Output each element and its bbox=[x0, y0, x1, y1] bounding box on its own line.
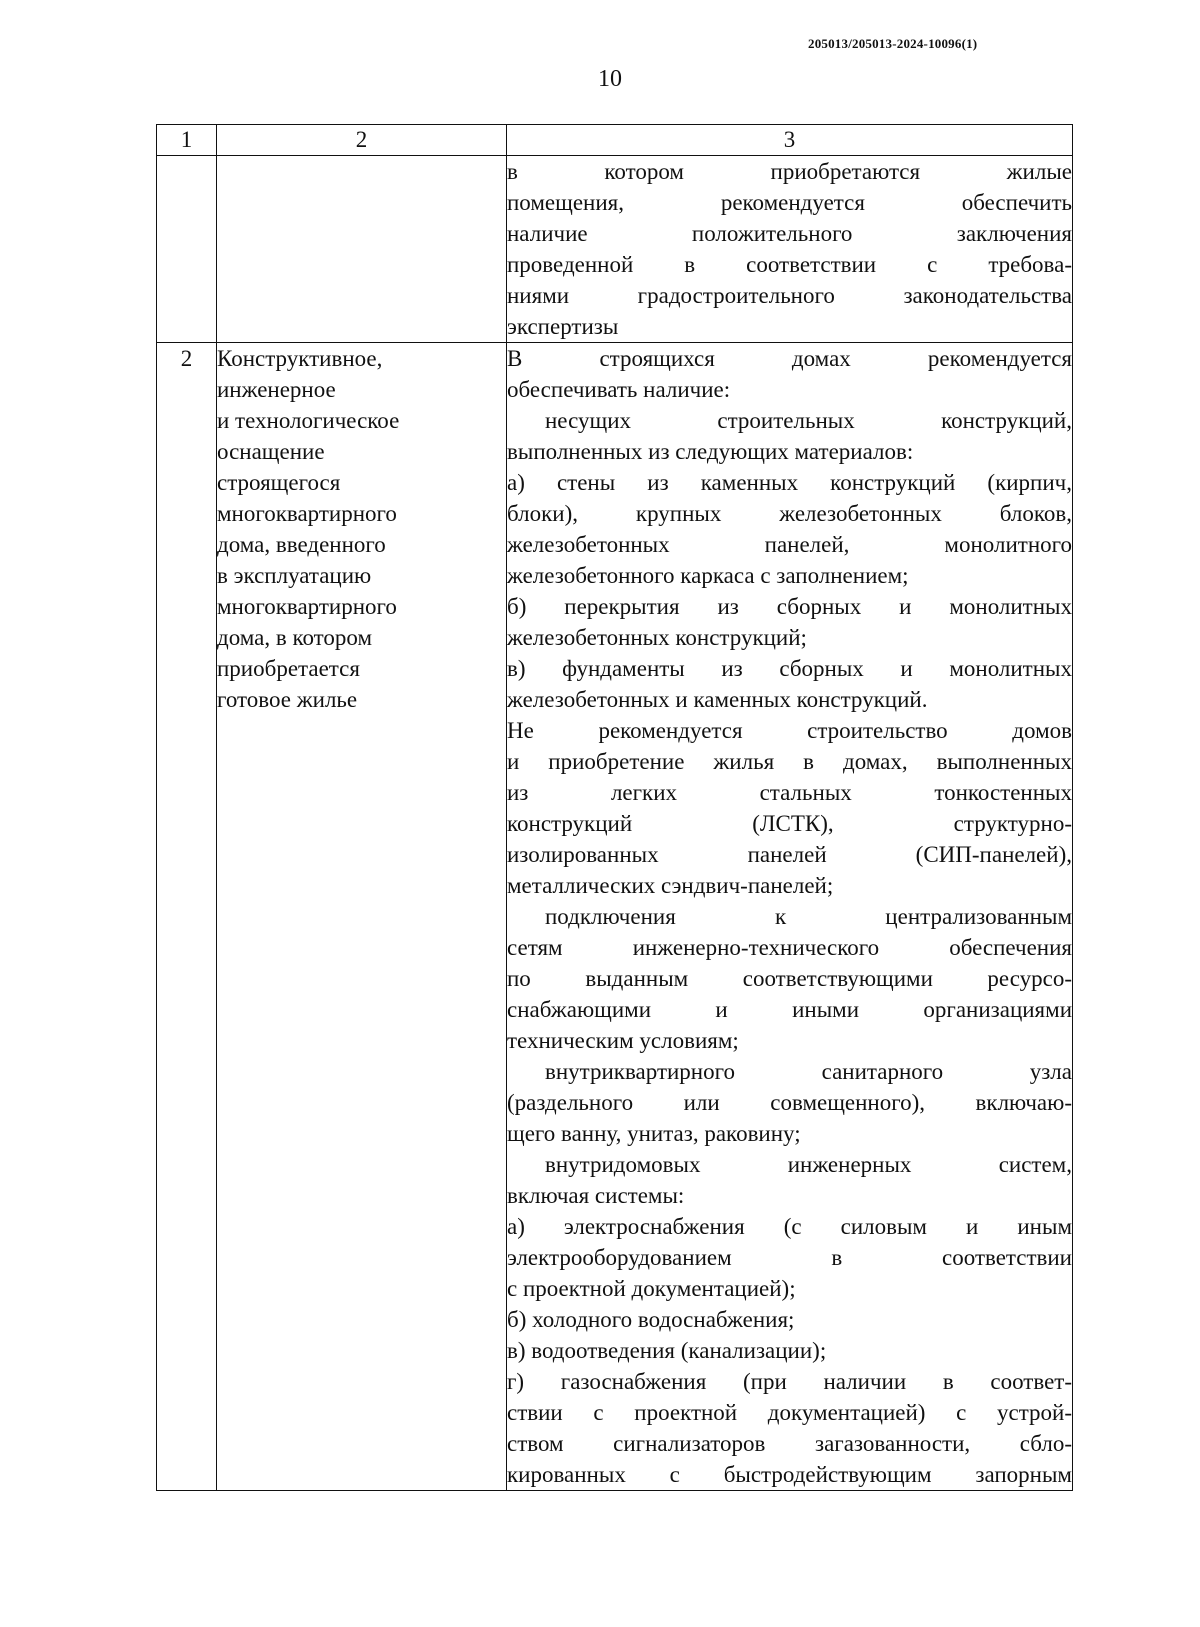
title-line: приобретается bbox=[217, 656, 360, 681]
row-number-cell bbox=[157, 156, 217, 343]
content-line: ством сигнализаторов загазованности, сбло- bbox=[507, 1431, 1072, 1456]
requirements-table bbox=[156, 124, 1073, 1491]
content-line: помещения, рекомендуется обеспечить bbox=[507, 190, 1072, 215]
table-row bbox=[157, 156, 1073, 343]
column-header-2: 2 bbox=[217, 125, 507, 156]
content-line: кированных с быстродействующим запорным bbox=[507, 1462, 1072, 1487]
content-line: металлических сэндвич-панелей; bbox=[507, 873, 834, 898]
title-line: многоквартирного bbox=[217, 501, 397, 526]
content-line: а) стены из каменных конструкций (кирпич, bbox=[507, 470, 1072, 495]
content-line: ниями градостроительного законодательства bbox=[507, 283, 1072, 308]
row-title-cell bbox=[217, 156, 507, 343]
content-line: экспертизы bbox=[507, 314, 619, 339]
content-line: г) газоснабжения (при наличии в соответ- bbox=[507, 1369, 1072, 1394]
title-line: строящегося bbox=[217, 470, 341, 495]
content-line: сетям инженерно-технического обеспечения bbox=[507, 935, 1072, 960]
row-content-cell bbox=[507, 156, 1073, 343]
content-line: железобетонных и каменных конструкций. bbox=[507, 687, 928, 712]
row-content-cell bbox=[507, 343, 1073, 1491]
content-line: наличие положительного заключения bbox=[507, 221, 1072, 246]
content-line: проведенной в соответствии с требова- bbox=[507, 252, 1072, 277]
content-line: снабжающими и иными организациями bbox=[507, 997, 1072, 1022]
table-header-row bbox=[157, 125, 1073, 156]
content-line: обеспечивать наличие: bbox=[507, 377, 731, 402]
title-line: дома, в котором bbox=[217, 625, 373, 650]
content-line: ствии с проектной документацией) с устрой- bbox=[507, 1400, 1072, 1425]
content-line: с проектной документацией); bbox=[507, 1276, 796, 1301]
content-line: Не рекомендуется строительство домов bbox=[507, 718, 1072, 743]
content-line: щего ванну, унитаз, раковину; bbox=[507, 1121, 801, 1146]
content-line: изолированных панелей (СИП-панелей), bbox=[507, 842, 1072, 867]
content-line: из легких стальных тонкостенных bbox=[507, 780, 1072, 805]
content-line: блоки), крупных железобетонных блоков, bbox=[507, 501, 1072, 526]
column-header-3: 3 bbox=[507, 125, 1073, 156]
content-line: б) холодного водоснабжения; bbox=[507, 1307, 795, 1332]
column-header-1: 1 bbox=[157, 125, 217, 156]
title-line: готовое жилье bbox=[217, 687, 358, 712]
row-title-cell bbox=[217, 343, 507, 1491]
content-line: железобетонных конструкций; bbox=[507, 625, 807, 650]
content-line: техническим условиям; bbox=[507, 1028, 739, 1053]
content-line: железобетонных панелей, монолитного bbox=[507, 532, 1072, 557]
content-line: б) перекрытия из сборных и монолитных bbox=[507, 594, 1072, 619]
title-line: в эксплуатацию bbox=[217, 563, 372, 588]
content-line: включая системы: bbox=[507, 1183, 685, 1208]
content-line: в котором приобретаются жилые bbox=[507, 159, 1072, 184]
content-line: и приобретение жилья в домах, выполненных bbox=[507, 749, 1072, 774]
content-line: в) фундаменты из сборных и монолитных bbox=[507, 656, 1072, 681]
content-line: конструкций (ЛСТК), структурно- bbox=[507, 811, 1072, 836]
content-line: подключения к централизованным bbox=[545, 904, 1072, 929]
content-line: внутриквартирного санитарного узла bbox=[545, 1059, 1072, 1084]
page-number: 10 bbox=[598, 66, 622, 92]
content-line: несущих строительных конструкций, bbox=[545, 408, 1072, 433]
content-line: по выданным соответствующими ресурсо- bbox=[507, 966, 1072, 991]
title-line: дома, введенного bbox=[217, 532, 386, 557]
table-row bbox=[157, 343, 1073, 1491]
title-line: Конструктивное, bbox=[217, 346, 383, 371]
document-id: 205013/205013-2024-10096(1) bbox=[808, 36, 978, 51]
title-line: оснащение bbox=[217, 439, 325, 464]
content-line: В строящихся домах рекомендуется bbox=[507, 346, 1072, 371]
content-line: внутридомовых инженерных систем, bbox=[545, 1152, 1072, 1177]
content-line: в) водоотведения (канализации); bbox=[507, 1338, 827, 1363]
content-line: электрооборудованием в соответствии bbox=[507, 1245, 1072, 1270]
title-line: инженерное bbox=[217, 377, 336, 402]
title-line: многоквартирного bbox=[217, 594, 397, 619]
title-line: и технологическое bbox=[217, 408, 400, 433]
content-line: выполненных из следующих материалов: bbox=[507, 439, 914, 464]
row-number-cell: 2 bbox=[157, 343, 217, 1491]
content-line: железобетонного каркаса с заполнением; bbox=[507, 563, 909, 588]
content-line: (раздельного или совмещенного), включаю- bbox=[507, 1090, 1072, 1115]
content-line: а) электроснабжения (с силовым и иным bbox=[507, 1214, 1072, 1239]
